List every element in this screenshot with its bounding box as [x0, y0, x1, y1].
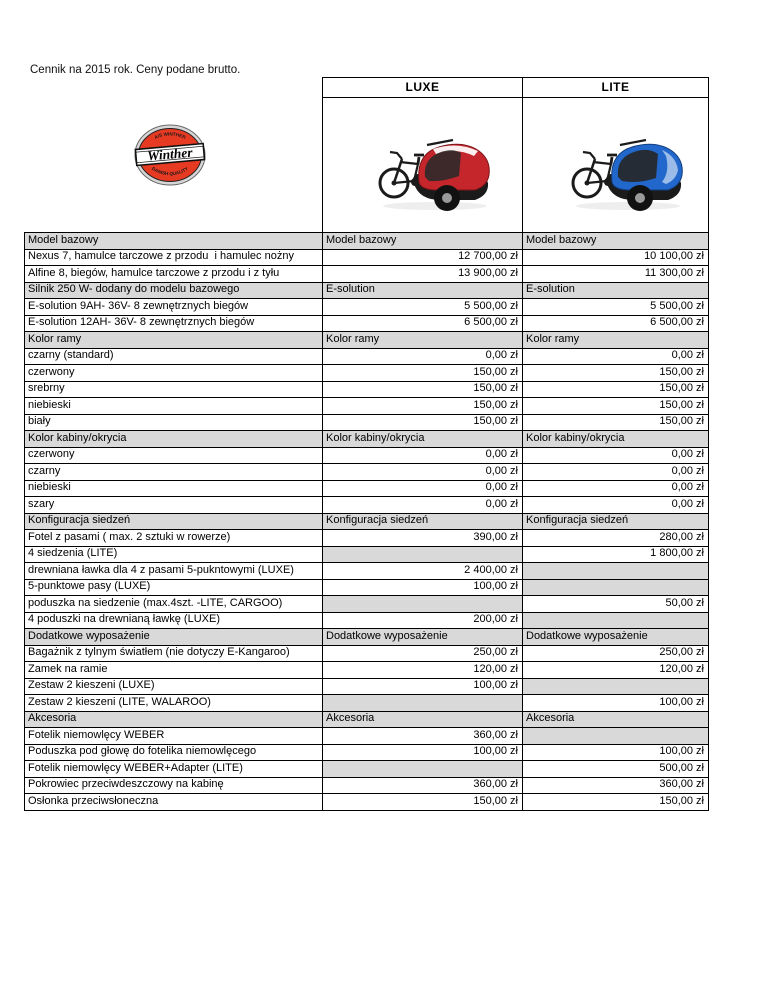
item-label-cell: srebrny [25, 381, 323, 398]
item-label-cell: Pokrowiec przeciwdeszczowy na kabinę [25, 777, 323, 794]
luxe-price-cell [323, 695, 523, 712]
lite-price-cell: 280,00 zł [523, 530, 709, 547]
price-row [25, 266, 709, 283]
lite-price-cell: 0,00 zł [523, 480, 709, 497]
lite-column-header: LITE [523, 78, 709, 98]
price-row [25, 794, 709, 811]
item-label-cell: Zamek na ramie [25, 662, 323, 679]
price-row [25, 249, 709, 266]
section-label-cell: Dodatkowe wyposażenie [25, 629, 323, 646]
price-row [25, 381, 709, 398]
lite-price-cell: 150,00 zł [523, 381, 709, 398]
lite-price-cell: 360,00 zł [523, 777, 709, 794]
price-row [25, 645, 709, 662]
price-row [25, 596, 709, 613]
price-row [25, 398, 709, 415]
lite-price-cell: 100,00 zł [523, 744, 709, 761]
section-header-row [25, 513, 709, 530]
price-row [25, 315, 709, 332]
price-row [25, 777, 709, 794]
price-row [25, 744, 709, 761]
lite-price-cell: 150,00 zł [523, 794, 709, 811]
item-label-cell: Nexus 7, hamulce tarczowe z przodu i hamulec nożny [25, 249, 323, 266]
price-row [25, 546, 709, 563]
lite-price-cell [523, 728, 709, 745]
price-row [25, 447, 709, 464]
lite-product-image [566, 122, 690, 216]
item-label-cell: 5-punktowe pasy (LUXE) [25, 579, 323, 596]
lite-price-cell: 100,00 zł [523, 695, 709, 712]
section-lite-cell: Akcesoria [523, 711, 709, 728]
luxe-price-cell: 13 900,00 zł [323, 266, 523, 283]
section-lite-cell: Model bazowy [523, 233, 709, 250]
luxe-price-cell: 0,00 zł [323, 464, 523, 481]
section-lite-cell: Kolor kabiny/okrycia [523, 431, 709, 448]
item-label-cell: czerwony [25, 447, 323, 464]
lite-price-cell [523, 579, 709, 596]
item-label-cell: E-solution 12AH- 36V- 8 zewnętrznych biegów [25, 315, 323, 332]
luxe-price-cell: 0,00 zł [323, 497, 523, 514]
luxe-price-cell: 12 700,00 zł [323, 249, 523, 266]
section-luxe-cell: Konfiguracja siedzeń [323, 513, 523, 530]
luxe-price-cell: 150,00 zł [323, 414, 523, 431]
section-header-row [25, 629, 709, 646]
luxe-price-cell: 150,00 zł [323, 365, 523, 382]
luxe-price-cell: 250,00 zł [323, 645, 523, 662]
image-spacer-cell [25, 98, 323, 233]
luxe-price-cell: 100,00 zł [323, 744, 523, 761]
luxe-price-cell: 0,00 zł [323, 480, 523, 497]
section-lite-cell: Dodatkowe wyposażenie [523, 629, 709, 646]
price-row [25, 728, 709, 745]
price-row [25, 563, 709, 580]
luxe-price-cell: 360,00 zł [323, 777, 523, 794]
section-label-cell: Kolor kabiny/okrycia [25, 431, 323, 448]
lite-image-cell [523, 98, 709, 233]
section-header-row [25, 431, 709, 448]
price-row [25, 348, 709, 365]
luxe-price-cell: 390,00 zł [323, 530, 523, 547]
header-spacer-cell [25, 78, 323, 98]
price-row [25, 678, 709, 695]
section-luxe-cell: Kolor kabiny/okrycia [323, 431, 523, 448]
item-label-cell: niebieski [25, 398, 323, 415]
luxe-price-cell: 100,00 zł [323, 579, 523, 596]
price-row [25, 497, 709, 514]
lite-price-cell: 150,00 zł [523, 365, 709, 382]
section-lite-cell: Konfiguracja siedzeń [523, 513, 709, 530]
luxe-price-cell: 2 400,00 zł [323, 563, 523, 580]
item-label-cell: E-solution 9AH- 36V- 8 zewnętrznych biegów [25, 299, 323, 316]
luxe-price-cell: 150,00 zł [323, 794, 523, 811]
section-luxe-cell: E-solution [323, 282, 523, 299]
luxe-image-cell [323, 98, 523, 233]
model-header-row [25, 78, 709, 98]
price-row [25, 662, 709, 679]
section-label-cell: Kolor ramy [25, 332, 323, 349]
lite-price-cell [523, 563, 709, 580]
luxe-price-cell: 150,00 zł [323, 398, 523, 415]
price-row [25, 761, 709, 778]
section-header-row [25, 282, 709, 299]
price-row [25, 464, 709, 481]
lite-price-cell: 0,00 zł [523, 497, 709, 514]
product-image-row [25, 98, 709, 233]
item-label-cell: Poduszka pod głowę do fotelika niemowlęcego [25, 744, 323, 761]
price-row [25, 414, 709, 431]
luxe-product-image [373, 122, 497, 216]
luxe-price-cell: 5 500,00 zł [323, 299, 523, 316]
price-row [25, 530, 709, 547]
lite-price-cell: 0,00 zł [523, 464, 709, 481]
item-label-cell: czerwony [25, 365, 323, 382]
logo-arc-top-text: A/S WINTHER [153, 131, 187, 140]
section-header-row [25, 233, 709, 250]
lite-price-cell [523, 612, 709, 629]
item-label-cell: Osłonka przeciwsłoneczna [25, 794, 323, 811]
lite-price-cell: 500,00 zł [523, 761, 709, 778]
item-label-cell: Zestaw 2 kieszeni (LITE, WALAROO) [25, 695, 323, 712]
item-label-cell: czarny [25, 464, 323, 481]
lite-price-cell: 250,00 zł [523, 645, 709, 662]
section-lite-cell: Kolor ramy [523, 332, 709, 349]
luxe-price-cell: 0,00 zł [323, 348, 523, 365]
item-label-cell: czarny (standard) [25, 348, 323, 365]
luxe-price-cell [323, 761, 523, 778]
section-label-cell: Akcesoria [25, 711, 323, 728]
luxe-price-cell: 120,00 zł [323, 662, 523, 679]
price-row [25, 365, 709, 382]
luxe-column-header: LUXE [323, 78, 523, 98]
item-label-cell: niebieski [25, 480, 323, 497]
luxe-price-cell [323, 596, 523, 613]
section-label-cell: Model bazowy [25, 233, 323, 250]
section-header-row [25, 332, 709, 349]
lite-price-cell: 0,00 zł [523, 447, 709, 464]
logo-arc-bottom-text: DANISH QUALITY [151, 165, 189, 177]
price-row [25, 695, 709, 712]
item-label-cell: Bagażnik z tylnym światłem (nie dotyczy E-Kangaroo) [25, 645, 323, 662]
item-label-cell: 4 siedzenia (LITE) [25, 546, 323, 563]
luxe-price-cell: 0,00 zł [323, 447, 523, 464]
lite-price-cell [523, 678, 709, 695]
luxe-price-cell: 100,00 zł [323, 678, 523, 695]
item-label-cell: drewniana ławka dla 4 z pasami 5-pukntowymi (LUXE) [25, 563, 323, 580]
lite-price-cell: 120,00 zł [523, 662, 709, 679]
lite-price-cell: 5 500,00 zł [523, 299, 709, 316]
item-label-cell: Fotelik niemowlęcy WEBER [25, 728, 323, 745]
section-label-cell: Silnik 250 W- dodany do modelu bazowego [25, 282, 323, 299]
price-table-body [25, 233, 709, 811]
section-luxe-cell: Kolor ramy [323, 332, 523, 349]
item-label-cell: szary [25, 497, 323, 514]
lite-price-cell: 150,00 zł [523, 398, 709, 415]
luxe-price-cell: 360,00 zł [323, 728, 523, 745]
section-label-cell: Konfiguracja siedzeń [25, 513, 323, 530]
luxe-price-cell: 6 500,00 zł [323, 315, 523, 332]
price-row [25, 299, 709, 316]
price-table [24, 77, 709, 811]
item-label-cell: biały [25, 414, 323, 431]
section-luxe-cell: Akcesoria [323, 711, 523, 728]
item-label-cell: 4 poduszki na drewnianą ławkę (LUXE) [25, 612, 323, 629]
logo-brand-text: Winther [146, 144, 194, 164]
price-row [25, 612, 709, 629]
price-row [25, 579, 709, 596]
lite-price-cell: 6 500,00 zł [523, 315, 709, 332]
luxe-price-cell: 150,00 zł [323, 381, 523, 398]
lite-price-cell: 11 300,00 zł [523, 266, 709, 283]
lite-price-cell: 50,00 zł [523, 596, 709, 613]
lite-price-cell: 1 800,00 zł [523, 546, 709, 563]
lite-price-cell: 0,00 zł [523, 348, 709, 365]
page-title: Cennik na 2015 rok. Ceny podane brutto. [30, 64, 241, 76]
section-header-row [25, 711, 709, 728]
luxe-price-cell: 200,00 zł [323, 612, 523, 629]
lite-price-cell: 10 100,00 zł [523, 249, 709, 266]
item-label-cell: Alfine 8, biegów, hamulce tarczowe z przodu i z tyłu [25, 266, 323, 283]
item-label-cell: poduszka na siedzenie (max.4szt. -LITE, CARGOO) [25, 596, 323, 613]
section-lite-cell: E-solution [523, 282, 709, 299]
section-luxe-cell: Dodatkowe wyposażenie [323, 629, 523, 646]
item-label-cell: Fotelik niemowlęcy WEBER+Adapter (LITE) [25, 761, 323, 778]
section-luxe-cell: Model bazowy [323, 233, 523, 250]
luxe-price-cell [323, 546, 523, 563]
lite-price-cell: 150,00 zł [523, 414, 709, 431]
item-label-cell: Fotel z pasami ( max. 2 sztuki w rowerze) [25, 530, 323, 547]
price-row [25, 480, 709, 497]
item-label-cell: Zestaw 2 kieszeni (LUXE) [25, 678, 323, 695]
